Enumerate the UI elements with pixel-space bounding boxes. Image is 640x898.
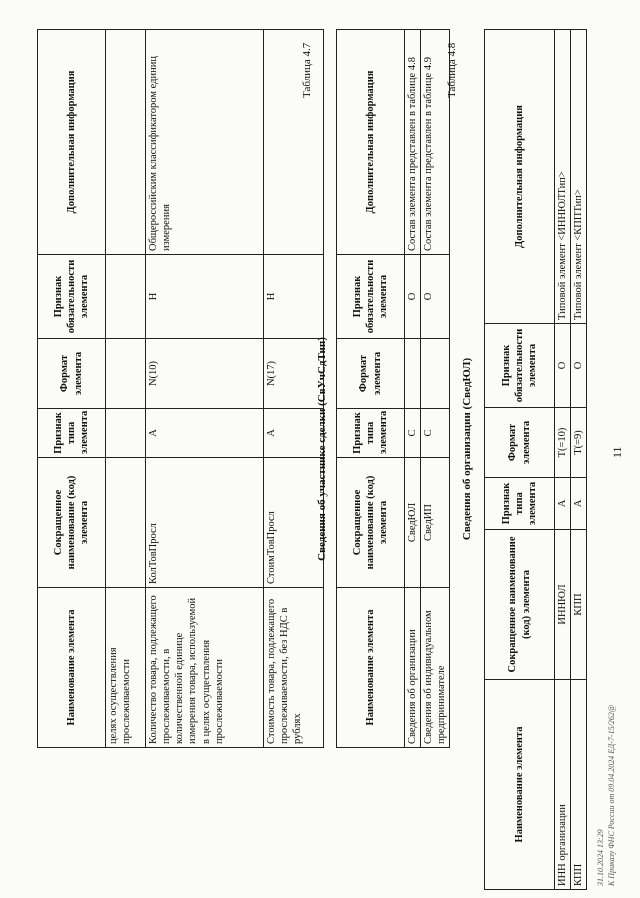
cell-required: О	[405, 255, 421, 339]
stamp-line-1: 31.10.2024 13:29	[596, 829, 605, 886]
cell-type	[106, 409, 146, 458]
cell-required	[106, 255, 146, 339]
table-row	[146, 30, 264, 748]
cell-format	[421, 339, 450, 409]
cell-name: Стоимость товара, подлежащего прослеживаемости, без НДС в рублях	[264, 588, 324, 748]
cell-code: ИННЮЛ	[555, 530, 571, 680]
header-code: Сокращенное наименование (код) элемента	[38, 458, 106, 588]
header-name: Наименование элемента	[337, 588, 405, 748]
cell-name: целях осуществления прослеживаемости	[106, 588, 146, 748]
cell-required: Н	[146, 255, 264, 339]
cell-info	[264, 30, 324, 255]
table-title-4-8: Сведения об организации (СведЮЛ)	[461, 357, 473, 541]
header-info: Дополнительная информация	[485, 30, 555, 324]
header-info: Дополнительная информация	[38, 30, 106, 255]
cell-name: Сведения об организации	[405, 588, 421, 748]
cell-format: T(=10)	[555, 408, 571, 478]
cell-format: T(=9)	[571, 408, 587, 478]
cell-format: N(17)	[264, 339, 324, 409]
header-required: Признак обязательности элемента	[485, 324, 555, 408]
cell-code: КПП	[571, 530, 587, 680]
cell-code: СтоимТовПросл	[264, 458, 324, 588]
header-type: Признак типа элемента	[485, 478, 555, 530]
cell-code	[106, 458, 146, 588]
cell-format: N(10)	[146, 339, 264, 409]
table-row	[405, 30, 421, 748]
page-number: 11	[610, 446, 624, 458]
table-row	[571, 30, 587, 890]
header-format: Формат элемента	[485, 408, 555, 478]
cell-type: А	[264, 409, 324, 458]
cell-info	[106, 30, 146, 255]
table-row	[421, 30, 450, 748]
table-4-8	[484, 29, 587, 890]
table-row	[106, 30, 146, 748]
cell-code: СведИП	[421, 458, 450, 588]
cell-name: Количество товара, подлежащего прослеживаемости, в количественной единице измерения товара, используемой в целях осуществления прослеживаемости	[146, 588, 264, 748]
cell-code: КолТовПросл	[146, 458, 264, 588]
header-type: Признак типа элемента	[337, 409, 405, 458]
cell-format	[405, 339, 421, 409]
cell-required: О	[555, 324, 571, 408]
cell-code: СведЮЛ	[405, 458, 421, 588]
cell-required: О	[571, 324, 587, 408]
table-label-4-7: Таблица 4.7	[301, 42, 313, 98]
header-info: Дополнительная информация	[337, 30, 405, 255]
cell-name: ИНН организации	[555, 680, 571, 890]
cell-info: Типовой элемент <КППТип>	[571, 30, 587, 324]
header-code: Сокращенное наименование (код) элемента	[337, 458, 405, 588]
header-code: Сокращенное наименование (код) элемента	[485, 530, 555, 680]
cell-type: А	[146, 409, 264, 458]
header-name: Наименование элемента	[38, 588, 106, 748]
table-label-4-8: Таблица 4.8	[446, 42, 458, 98]
table-row	[264, 30, 324, 748]
stamp-line-2: К Приказу ФНС России от 09.04.2024 ЕД-7-15/262@	[607, 704, 616, 886]
header-format: Формат элемента	[337, 339, 405, 409]
header-name: Наименование элемента	[485, 680, 555, 890]
table-title-4-7: Сведения об участнике сделки (СвУчСдТип)	[316, 337, 328, 561]
cell-required: О	[421, 255, 450, 339]
table-row	[555, 30, 571, 890]
header-type: Признак типа элемента	[38, 409, 106, 458]
cell-format	[106, 339, 146, 409]
header-required: Признак обязательности элемента	[38, 255, 106, 339]
header-required: Признак обязательности элемента	[337, 255, 405, 339]
cell-type: А	[555, 478, 571, 530]
table-continuation	[37, 29, 324, 748]
cell-info: Типовой элемент <ИННЮЛТип>	[555, 30, 571, 324]
cell-type: А	[571, 478, 587, 530]
cell-required: Н	[264, 255, 324, 339]
cell-name: Сведения об индивидуальном предпринимателе	[421, 588, 450, 748]
cell-info: Общероссийским классификатором единиц измерения	[146, 30, 264, 255]
cell-info: Состав элемента представлен в таблице 4.9	[421, 30, 450, 255]
cell-info: Состав элемента представлен в таблице 4.8	[405, 30, 421, 255]
cell-name: КПП	[571, 680, 587, 890]
header-format: Формат элемента	[38, 339, 106, 409]
cell-type: С	[421, 409, 450, 458]
table-4-7	[336, 29, 450, 748]
cell-type: С	[405, 409, 421, 458]
